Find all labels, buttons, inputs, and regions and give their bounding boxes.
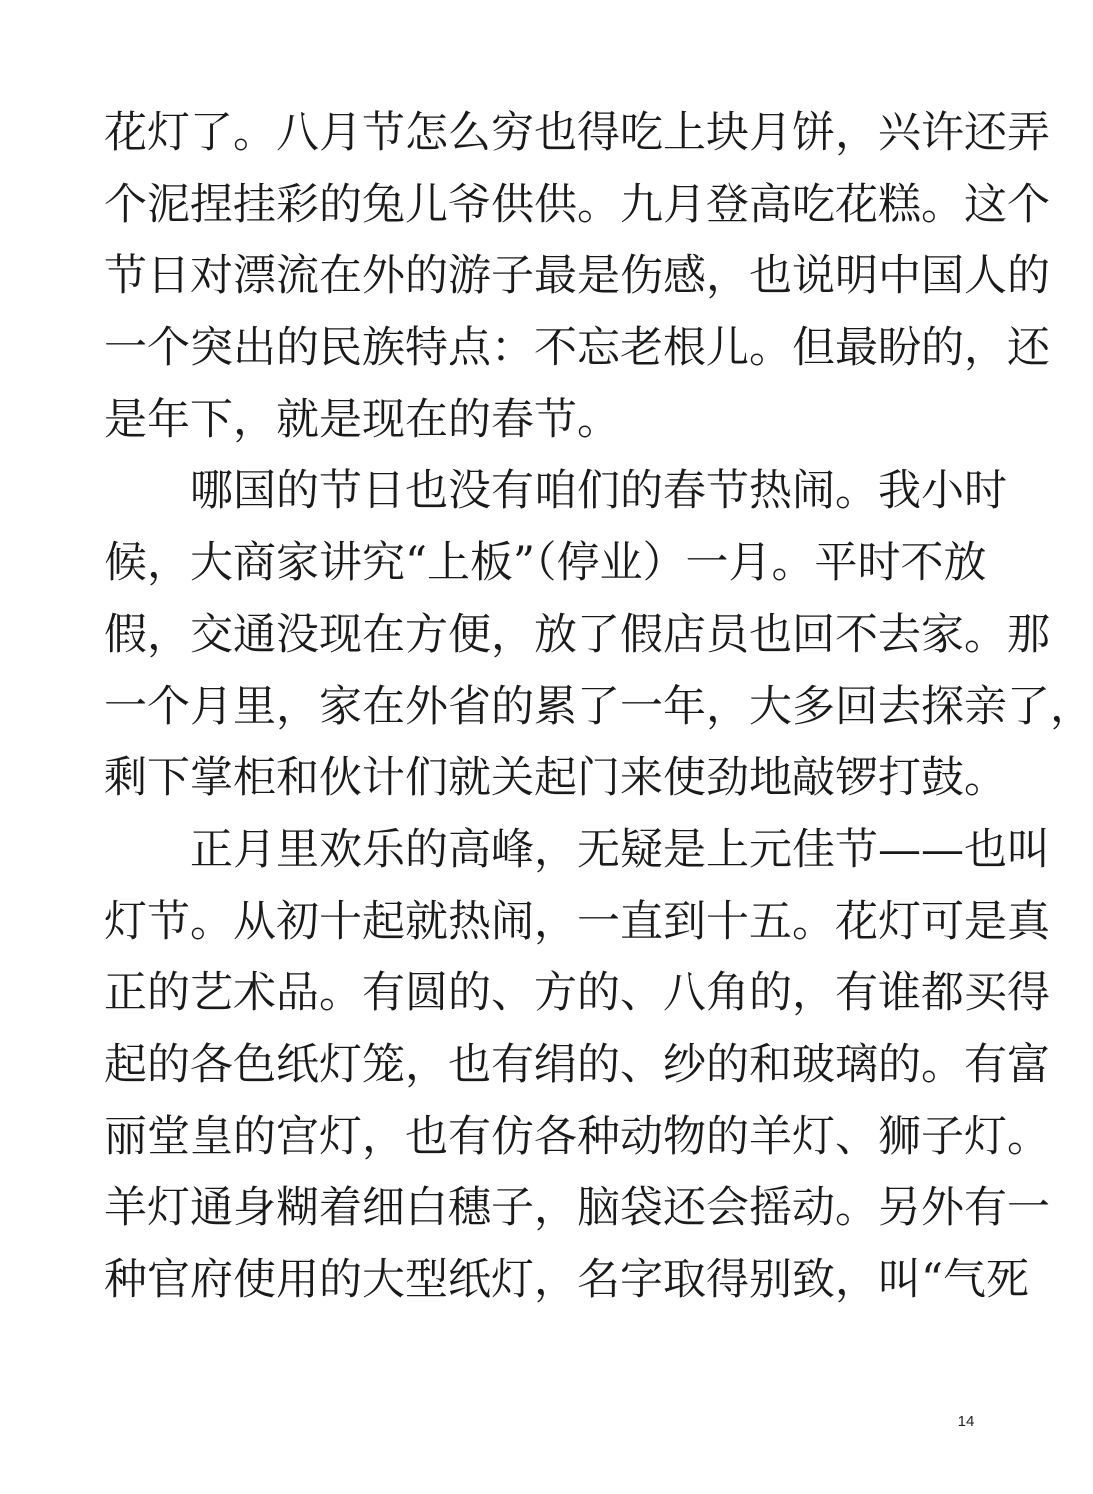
text-line: 正的艺术品。有圆的、方的、八角的，有谁都买得	[104, 968, 1050, 1019]
text-line: 花灯了。八月节怎么穷也得吃上块月饼，兴许还弄	[104, 108, 1050, 158]
text-line: 哪国的节日也没有咱们的春节热闹。我小时	[190, 466, 1007, 517]
text-line: 节日对漂流在外的游子最是伤感，也说明中国人的	[104, 251, 1050, 302]
text-line: 候，大商家讲究“上板”（停业）一月。平时不放	[104, 538, 987, 589]
text-line: 一个月里，家在外省的累了一年，大多回去探亲了，	[104, 681, 1093, 732]
text-line: 灯节。从初十起就热闹，一直到十五。花灯可是真	[104, 896, 1050, 947]
text-line: 假，交通没现在方便，放了假店员也回不去家。那	[104, 609, 1050, 660]
page-number: 14	[957, 1413, 975, 1430]
text-line: 个泥捏挂彩的兔儿爷供供。九月登高吃花糕。这个	[104, 179, 1050, 230]
text-line: 种官府使用的大型纸灯，名字取得别致，叫“气死	[104, 1255, 1029, 1305]
text-line: 是年下，就是现在的春节。	[104, 394, 620, 445]
body-text	[104, 98, 1093, 1317]
text-line: 起的各色纸灯笼，也有绢的、纱的和玻璃的。有富	[104, 1039, 1050, 1090]
text-line: 正月里欢乐的高峰，无疑是上元佳节——也叫	[190, 824, 1050, 875]
text-line: 剩下掌柜和伙计们就关起门来使劲地敲锣打鼓。	[104, 753, 1007, 804]
text-line: 一个突出的民族特点：不忘老根儿。但最盼的，还	[104, 323, 1050, 374]
text-line: 丽堂皇的宫灯，也有仿各种动物的羊灯、狮子灯。	[104, 1111, 1050, 1162]
text-line: 羊灯通身糊着细白穗子，脑袋还会摇动。另外有一	[104, 1183, 1050, 1234]
